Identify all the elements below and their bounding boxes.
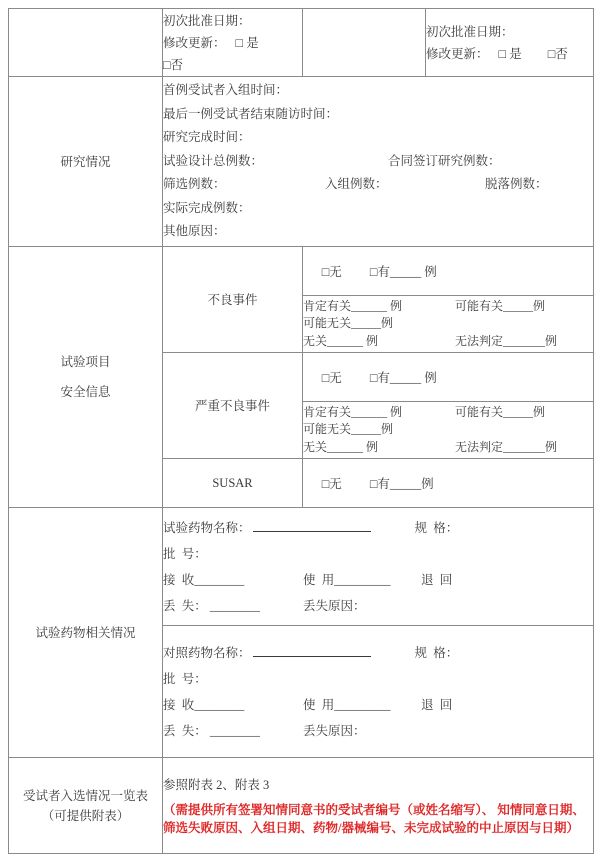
- sae-row-label-cell: [163, 353, 303, 459]
- susar-none-checkbox[interactable]: □无: [321, 477, 342, 491]
- roster-red-note: （需提供所有签署知情同意书的受试者编号（或姓名缩写）、 知情同意日期、筛选失败原因、入组日期、药物/器械编号、未完成试验的中止原因与日期）: [163, 803, 585, 835]
- safety-section-label-line1: 试验项目: [60, 355, 111, 369]
- initial-approval-date-label: 初次批准日期：: [163, 13, 251, 28]
- design-total-cases-label: 试验设计总例数：: [163, 153, 264, 168]
- control-drug-receive-label: 接 收________: [163, 697, 245, 712]
- ae-relation-cell: [303, 296, 594, 353]
- ae-relation-undetermined-label: 无法判定_______例: [455, 333, 558, 348]
- sae-relation-possibly-not-label: 可能无关_____例: [303, 422, 394, 437]
- ae-has-checkbox[interactable]: □有_____ 例: [369, 265, 437, 279]
- roster-content-cell: [163, 758, 594, 854]
- control-drug-name-label: 对照药物名称：: [163, 645, 251, 660]
- modify-update-no-checkbox[interactable]: □否: [547, 46, 568, 61]
- roster-section-label-line1: 受试者入选情况一览表: [22, 788, 148, 803]
- roster-section-label-line2: （可提供附表）: [41, 808, 130, 823]
- sae-relation-cell: [303, 402, 594, 459]
- ae-relation-not-label: 无关______ 例: [303, 333, 379, 348]
- susar-row-label-cell: [163, 459, 303, 508]
- ref-attachment-text: 参照附表 2、附表 3: [163, 778, 270, 792]
- dropout-cases-label: 脱落例数：: [485, 177, 548, 192]
- drug-section-label: 试验药物相关情况: [35, 625, 136, 640]
- approval-cell-right: [426, 9, 594, 77]
- test-drug-spec-label: 规 格：: [414, 520, 459, 535]
- test-drug-cell: [163, 508, 594, 626]
- other-reason-label: 其他原因：: [163, 224, 226, 239]
- sae-relation-possible-label: 可能有关_____例: [455, 404, 546, 419]
- empty-cell-middle: [303, 9, 426, 77]
- sae-relation-undetermined-label: 无法判定_______例: [455, 439, 558, 454]
- control-drug-batch-label: 批 号：: [163, 671, 207, 686]
- ae-relation-possible-label: 可能有关_____例: [455, 298, 546, 313]
- actual-complete-cases-label: 实际完成例数：: [163, 200, 251, 215]
- contract-cases-label: 合同签订研究例数：: [388, 153, 501, 168]
- last-subject-followup-label: 最后一例受试者结束随访时间：: [163, 106, 339, 121]
- roster-section-label-cell: [9, 758, 163, 854]
- control-drug-cell: [163, 626, 594, 758]
- ae-none-has-cell: [303, 247, 594, 296]
- test-drug-loss-label: 丢 失： ________: [163, 598, 260, 613]
- empty-cell-left: [9, 9, 163, 77]
- ae-relation-certain-label: 肯定有关______ 例: [303, 298, 403, 313]
- sae-none-has-cell: [303, 353, 594, 402]
- ae-row-label: 不良事件: [207, 292, 258, 307]
- susar-none-has-cell: [303, 459, 594, 508]
- research-section-label: 研究情况: [60, 154, 111, 169]
- ae-relation-possibly-not-label: 可能无关_____例: [303, 316, 394, 331]
- first-subject-enroll-label: 首例受试者入组时间：: [163, 83, 289, 98]
- test-drug-batch-label: 批 号：: [163, 546, 207, 561]
- control-drug-return-label: 退 回: [421, 697, 453, 712]
- test-drug-name-label: 试验药物名称：: [163, 520, 251, 535]
- research-section-label-cell: [9, 77, 163, 247]
- drug-section-label-cell: [9, 508, 163, 758]
- control-drug-spec-label: 规 格：: [414, 645, 459, 660]
- modify-update-label: 修改更新：: [426, 46, 489, 61]
- sae-relation-not-label: 无关______ 例: [303, 439, 379, 454]
- test-drug-receive-label: 接 收________: [163, 572, 245, 587]
- screened-cases-label: 筛选例数：: [163, 177, 226, 192]
- modify-update-no-checkbox[interactable]: □否: [163, 57, 184, 72]
- approval-cell-left: [163, 9, 303, 77]
- control-drug-loss-label: 丢 失： ________: [163, 723, 260, 738]
- control-drug-loss-reason-label: 丢失原因：: [303, 723, 366, 738]
- modify-update-yes-checkbox[interactable]: □ 是: [235, 35, 259, 50]
- research-content-cell: [163, 77, 594, 247]
- control-drug-use-label: 使 用_________: [303, 697, 391, 712]
- susar-has-checkbox[interactable]: □有_____例: [369, 477, 434, 491]
- control-drug-name-blank-field[interactable]: [253, 643, 371, 657]
- modify-update-yes-checkbox[interactable]: □ 是: [498, 46, 522, 61]
- sae-none-checkbox[interactable]: □无: [321, 371, 342, 385]
- ae-none-checkbox[interactable]: □无: [321, 265, 342, 279]
- test-drug-use-label: 使 用_________: [303, 572, 391, 587]
- test-drug-return-label: 退 回: [421, 572, 453, 587]
- sae-has-checkbox[interactable]: □有_____ 例: [369, 371, 437, 385]
- enrolled-cases-label: 入组例数：: [325, 177, 388, 192]
- test-drug-loss-reason-label: 丢失原因：: [303, 598, 366, 613]
- study-complete-time-label: 研究完成时间：: [163, 130, 251, 145]
- modify-update-label: 修改更新：: [163, 35, 226, 50]
- safety-section-label-cell: [9, 247, 163, 508]
- sae-relation-certain-label: 肯定有关______ 例: [303, 404, 403, 419]
- test-drug-name-blank-field[interactable]: [253, 518, 371, 532]
- safety-section-label-line2: 安全信息: [60, 385, 111, 399]
- clinical-trial-summary-table: [8, 8, 594, 854]
- initial-approval-date-label: 初次批准日期：: [426, 24, 514, 39]
- susar-row-label: SUSAR: [212, 476, 253, 490]
- sae-row-label: 严重不良事件: [194, 398, 270, 413]
- ae-row-label-cell: [163, 247, 303, 353]
